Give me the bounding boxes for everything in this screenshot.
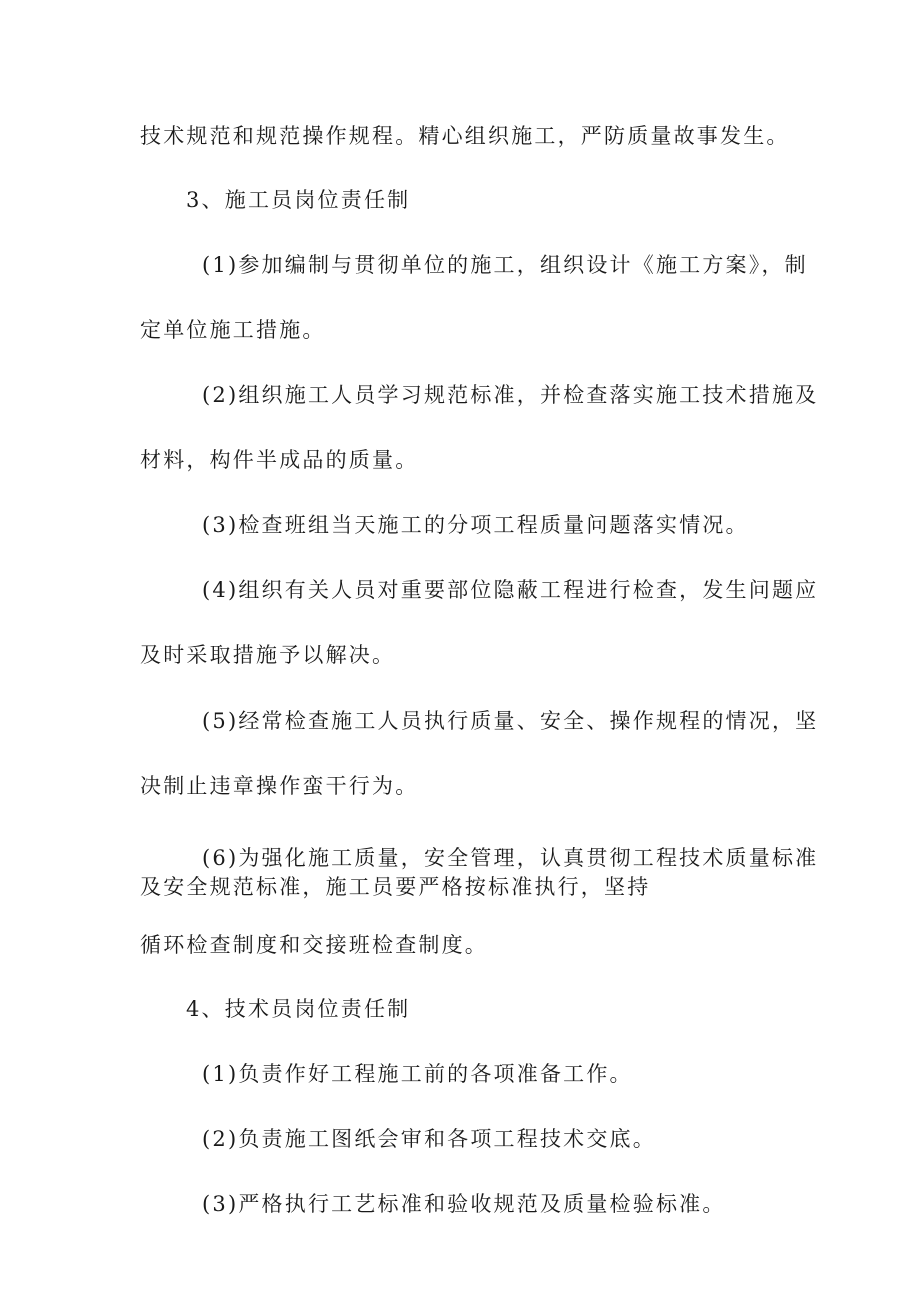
list-item-line: 决制止违章操作蛮干行为。	[140, 774, 419, 798]
section-heading: 4、技术员岗位责任制	[186, 997, 411, 1021]
list-item-line: (5)经常检查施工人员执行质量、安全、操作规程的情况，坚	[202, 709, 819, 733]
list-item-line: (2)负责施工图纸会审和各项工程技术交底。	[202, 1127, 656, 1151]
list-item-line: 及安全规范标准，施工员要严格按标准执行，坚持	[140, 875, 651, 899]
list-item-line: (2)组织施工人员学习规范标准，并检查落实施工技术措施及	[202, 383, 819, 407]
list-item-line: (4)组织有关人员对重要部位隐蔽工程进行检查，发生问题应	[202, 578, 819, 602]
paragraph-line: 技术规范和规范操作规程。精心组织施工，严防质量故事发生。	[140, 124, 790, 148]
list-item-line: (1)参加编制与贯彻单位的施工，组织设计《施工方案》，制	[202, 253, 808, 277]
list-item-line: 定单位施工措施。	[140, 318, 326, 342]
list-item-line: 及时采取措施予以解决。	[140, 643, 396, 667]
section-heading: 3、施工员岗位责任制	[186, 188, 411, 212]
list-item-line: (1)负责作好工程施工前的各项准备工作。	[202, 1062, 633, 1086]
list-item-line: 材料，构件半成品的质量。	[140, 448, 419, 472]
list-item-line: (3)严格执行工艺标准和验收规范及质量检验标准。	[202, 1192, 726, 1216]
list-item-line: (3)检查班组当天施工的分项工程质量问题落实情况。	[202, 513, 749, 537]
list-item-line: 循环检查制度和交接班检查制度。	[140, 933, 488, 957]
list-item-line: (6)为强化施工质量，安全管理，认真贯彻工程技术质量标准	[202, 846, 819, 870]
